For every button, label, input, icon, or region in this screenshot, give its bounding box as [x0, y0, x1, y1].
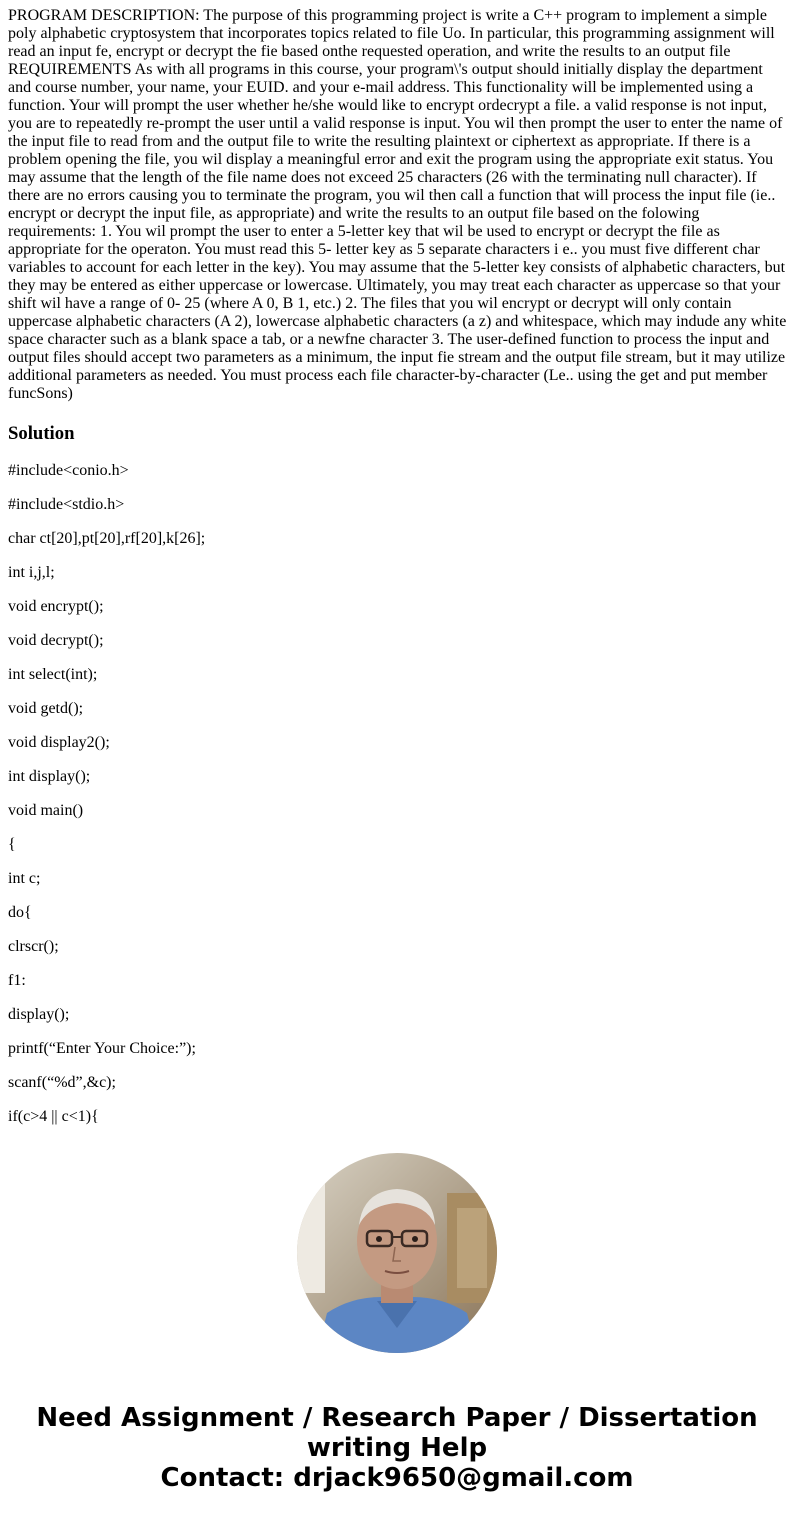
- code-line: void decrypt();: [8, 632, 104, 649]
- code-line: clrscr();: [8, 938, 59, 955]
- code-line: void display2();: [8, 734, 110, 751]
- solution-heading: Solution: [8, 423, 75, 444]
- code-line: printf(“Enter Your Choice:”);: [8, 1040, 196, 1057]
- promo-line-1: Need Assignment / Research Paper / Dissertation: [36, 1403, 758, 1433]
- author-photo: [297, 1153, 497, 1353]
- promo-line-2: writing Help: [306, 1433, 488, 1463]
- code-line: int c;: [8, 870, 41, 887]
- code-line: {: [8, 836, 16, 853]
- promo-banner: [0, 1403, 794, 1493]
- code-line: char ct[20],pt[20],rf[20],k[26];: [8, 530, 206, 547]
- code-line: int i,j,l;: [8, 564, 55, 581]
- code-line: scanf(“%d”,&c);: [8, 1074, 116, 1091]
- code-line: void getd();: [8, 700, 84, 717]
- code-line: void encrypt();: [8, 598, 104, 615]
- code-line: int display();: [8, 768, 91, 785]
- promo-contact: Contact: drjack9650@gmail.com: [160, 1463, 634, 1493]
- code-line: #include<stdio.h>: [8, 496, 125, 513]
- code-line: if(c>4 || c<1){: [8, 1108, 99, 1125]
- solution-code: [8, 462, 788, 1126]
- code-line: f1:: [8, 972, 26, 989]
- code-line: do{: [8, 904, 32, 921]
- author-photo-icon: [297, 1153, 497, 1353]
- code-line: #include<conio.h>: [8, 462, 129, 479]
- code-line: void main(): [8, 802, 84, 819]
- code-line: display();: [8, 1006, 70, 1023]
- code-line: int select(int);: [8, 666, 98, 683]
- question-text: PROGRAM DESCRIPTION: The purpose of this programming project is write a C++ program to implement a simple poly alphabetic cryptosystem that incorporates topics related to file Uo. In particular, this programming assignment will read an input fe, encrypt or decrypt the fie based onthe requested operation, and write the results to an output file REQUIREMENTS As with all programs in this course, your program\'s output should initially display the department and course number, your name, your EUID. and your e-mail address. This functionality will be implemented using a function. Your will prompt the user whether he/she would like to encrypt ordecrypt a file. a valid response is not input, you are to repeatedly re-prompt the user until a valid response is input. You wil then prompt the user to enter the name of the input file to read from and the output file to write the resulting plaintext or ciphertext as appropriate. If there is a problem opening the file, you wil display a meaningful error and exit the program using the appropriate exit status. You may assume that the length of the file name does not exceed 25 characters (26 with the terminating null character). If there are no errors causing you to terminate the program, you wil then call a function that will process the input file (ie.. encrypt or decrypt the input file, as appropriate) and write the results to an output file based on the folowing requirements: 1. You wil prompt the user to enter a 5-letter key that wil be used to encrypt or decrypt the file as appropriate for the operaton. You must read this 5- letter key as 5 separate characters i e.. you must five different char variables to account for each letter in the key). You may assume that the 5-letter key consists of alphabetic characters, but they may be entered as either uppercase or lowercase. Ultimately, you may treat each character as uppercase so that your shift wil have a range of 0- 25 (where A 0, B 1, etc.) 2. The files that you wil encrypt or decrypt will only contain uppercase alphabetic characters (A 2), lowercase alphabetic characters (a z) and whitespace, which may indude any white space character such as a blank space a tab, or a newfne character 3. The user-defined function to process the input and output files should accept two parameters as a minimum, the input fie stream and the output file stream, but it may utilize additional parameters as needed. You must process each file character-by-character (Le.. using the get and put member funcSons): [8, 7, 787, 402]
